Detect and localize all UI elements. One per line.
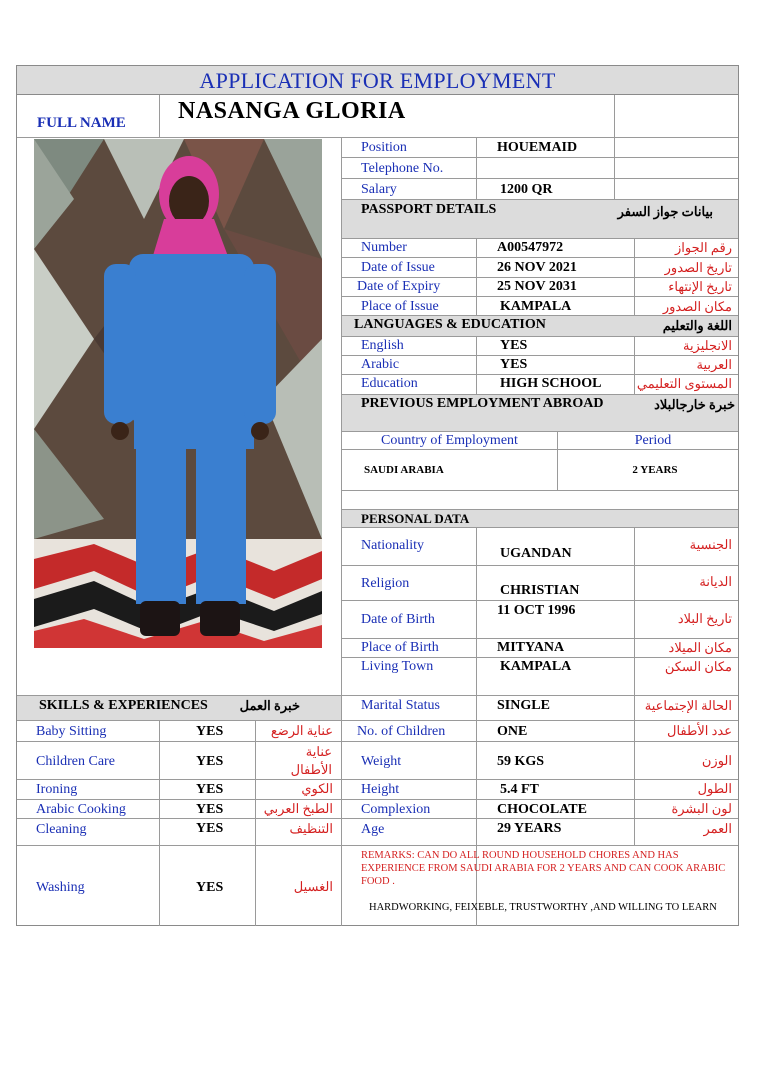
divider xyxy=(476,137,477,199)
religion-label: Religion xyxy=(361,576,410,591)
skill-baby-sitting-label: Baby Sitting xyxy=(36,724,107,739)
divider xyxy=(159,720,160,926)
divider xyxy=(342,490,738,491)
skills-heading: SKILLS & EXPERIENCES xyxy=(39,698,208,713)
living-town-value: KAMPALA xyxy=(500,659,572,674)
english-value: YES xyxy=(500,338,528,353)
skill-washing-value: YES xyxy=(196,880,224,895)
divider xyxy=(342,449,738,450)
skill-cleaning-value: YES xyxy=(196,821,224,836)
divider xyxy=(17,137,738,138)
period-label: Period xyxy=(634,433,672,448)
english-ar: الانجليزية xyxy=(682,338,732,353)
remarks-traits: HARDWORKING, FEIXEBLE, TRUSTWORTHY ,AND WILLING TO LEARN xyxy=(369,902,717,913)
skill-children-care-value: YES xyxy=(196,754,224,769)
age-value: 29 YEARS xyxy=(497,821,562,836)
passport-heading: PASSPORT DETAILS xyxy=(361,202,497,217)
passport-number-label: Number xyxy=(361,240,407,255)
divider xyxy=(342,257,738,258)
divider xyxy=(342,374,738,375)
skill-children-care-label: Children Care xyxy=(36,754,115,769)
skill-cleaning-label: Cleaning xyxy=(36,822,87,837)
period-value: 2 YEARS xyxy=(632,464,678,476)
living-town-ar: مكان السكن xyxy=(664,659,732,674)
divider xyxy=(17,845,738,846)
arabic-label: Arabic xyxy=(361,357,400,372)
divider xyxy=(342,178,738,179)
date-of-birth-label: Date of Birth xyxy=(361,612,435,627)
passport-heading-ar: بيانات جواز السفر xyxy=(617,204,713,219)
divider xyxy=(342,565,738,566)
place-of-issue-value: KAMPALA xyxy=(500,299,572,314)
complexion-ar: لون البشرة xyxy=(671,801,732,816)
personal-heading: PERSONAL DATA xyxy=(361,511,470,526)
divider xyxy=(341,137,342,926)
height-ar: الطول xyxy=(697,781,732,796)
marital-status-ar: الحالة الإجتماعية xyxy=(644,698,732,713)
languages-heading: LANGUAGES & EDUCATION xyxy=(354,317,546,332)
weight-label: Weight xyxy=(361,754,402,769)
date-of-issue-value: 26 NOV 2021 xyxy=(497,260,577,275)
divider xyxy=(342,277,738,278)
skill-ironing-value: YES xyxy=(196,782,224,797)
abroad-heading-ar: خبرة خارجالبلاد xyxy=(654,397,735,412)
date-of-birth-value: 11 OCT 1996 xyxy=(497,603,576,618)
skills-heading-ar: خبرة العمل xyxy=(239,698,300,713)
divider xyxy=(614,95,615,137)
nationality-value: UGANDAN xyxy=(500,546,572,561)
position-label: Position xyxy=(361,140,407,155)
date-of-expiry-value: 25 NOV 2031 xyxy=(497,279,577,294)
divider xyxy=(255,720,256,926)
skill-ironing-ar: الكوي xyxy=(301,781,333,796)
remarks-text: REMARKS: CAN DO ALL ROUND HOUSEHOLD CHORES AND HAS EXPERIENCE FROM SAUDI ARABIA FOR 2 YEARS AND CAN COOK ARABIC FOOD . xyxy=(361,850,726,887)
education-value: HIGH SCHOOL xyxy=(500,376,602,391)
skill-children-care-ar: عناية الأطفال xyxy=(290,744,332,777)
divider xyxy=(614,137,615,199)
languages-heading-ar: اللغة والتعليم xyxy=(662,318,732,333)
education-label: Education xyxy=(361,376,418,391)
skill-baby-sitting-value: YES xyxy=(196,724,224,739)
date-of-issue-ar: تاريخ الصدور xyxy=(664,260,732,275)
divider xyxy=(342,638,738,639)
date-of-birth-ar: تاريخ البلاد xyxy=(677,611,732,626)
divider xyxy=(17,741,738,742)
telephone-label: Telephone No. xyxy=(361,161,444,176)
divider xyxy=(342,157,738,158)
passport-number-value: A00547972 xyxy=(497,240,564,255)
age-ar: العمر xyxy=(703,821,732,836)
marital-status-label: Marital Status xyxy=(361,698,440,713)
height-value: 5.4 FT xyxy=(500,782,539,797)
weight-ar: الوزن xyxy=(701,753,732,768)
full-name-label: FULL NAME xyxy=(37,115,126,131)
divider xyxy=(634,336,635,394)
divider xyxy=(17,720,738,721)
divider xyxy=(17,799,738,800)
religion-value: CHRISTIAN xyxy=(500,583,580,598)
divider xyxy=(17,818,738,819)
arabic-ar: العربية xyxy=(696,357,732,372)
divider xyxy=(634,527,635,845)
children-ar: عدد الأطفال xyxy=(667,723,732,738)
page-title: APPLICATION FOR EMPLOYMENT xyxy=(199,68,556,93)
arabic-value: YES xyxy=(500,357,528,372)
nationality-label: Nationality xyxy=(361,538,424,553)
skill-arabic-cooking-value: YES xyxy=(196,802,224,817)
weight-value: 59 KGS xyxy=(497,754,545,769)
education-ar: المستوى التعليمي xyxy=(636,376,732,391)
salary-value: 1200 QR xyxy=(500,182,553,197)
passport-number-ar: رقم الجواز xyxy=(675,240,732,255)
abroad-heading: PREVIOUS EMPLOYMENT ABROAD xyxy=(361,396,604,411)
english-label: English xyxy=(361,338,404,353)
skill-arabic-cooking-label: Arabic Cooking xyxy=(36,802,126,817)
date-of-expiry-label: Date of Expiry xyxy=(357,279,441,294)
skill-washing-label: Washing xyxy=(36,880,85,895)
place-of-birth-label: Place of Birth xyxy=(361,640,439,655)
skill-washing-ar: الغسيل xyxy=(293,879,333,894)
divider xyxy=(342,657,738,658)
nationality-ar: الجنسية xyxy=(689,537,732,552)
children-label: No. of Children xyxy=(357,724,446,739)
salary-label: Salary xyxy=(361,182,397,197)
marital-status-value: SINGLE xyxy=(497,698,550,713)
date-of-expiry-ar: تاريخ الإنتهاء xyxy=(668,279,732,294)
divider xyxy=(159,95,160,137)
divider xyxy=(342,296,738,297)
skill-baby-sitting-ar: عناية الرضع xyxy=(270,723,333,738)
position-value: HOUEMAID xyxy=(497,140,578,155)
full-name-value: NASANGA GLORIA xyxy=(178,98,406,124)
age-label: Age xyxy=(361,822,385,837)
complexion-label: Complexion xyxy=(361,802,431,817)
place-of-birth-ar: مكان الميلاد xyxy=(668,640,732,655)
divider xyxy=(476,336,477,394)
divider xyxy=(17,779,738,780)
religion-ar: الديانة xyxy=(699,574,732,589)
skill-cleaning-ar: التنظيف xyxy=(289,821,333,836)
living-town-label: Living Town xyxy=(361,659,434,674)
skill-arabic-cooking-ar: الطبخ العربي xyxy=(263,801,333,816)
country-of-employment-label: Country of Employment xyxy=(381,433,518,448)
place-of-issue-ar: مكان الصدور xyxy=(662,299,732,314)
country-value: SAUDI ARABIA xyxy=(364,464,444,476)
complexion-value: CHOCOLATE xyxy=(497,802,587,817)
divider xyxy=(342,600,738,601)
place-of-birth-value: MITYANA xyxy=(497,640,565,655)
date-of-issue-label: Date of Issue xyxy=(361,260,435,275)
applicant-photo xyxy=(34,139,322,648)
divider xyxy=(342,355,738,356)
height-label: Height xyxy=(361,782,400,797)
skill-ironing-label: Ironing xyxy=(36,782,78,797)
place-of-issue-label: Place of Issue xyxy=(361,299,439,314)
children-value: ONE xyxy=(497,724,528,739)
